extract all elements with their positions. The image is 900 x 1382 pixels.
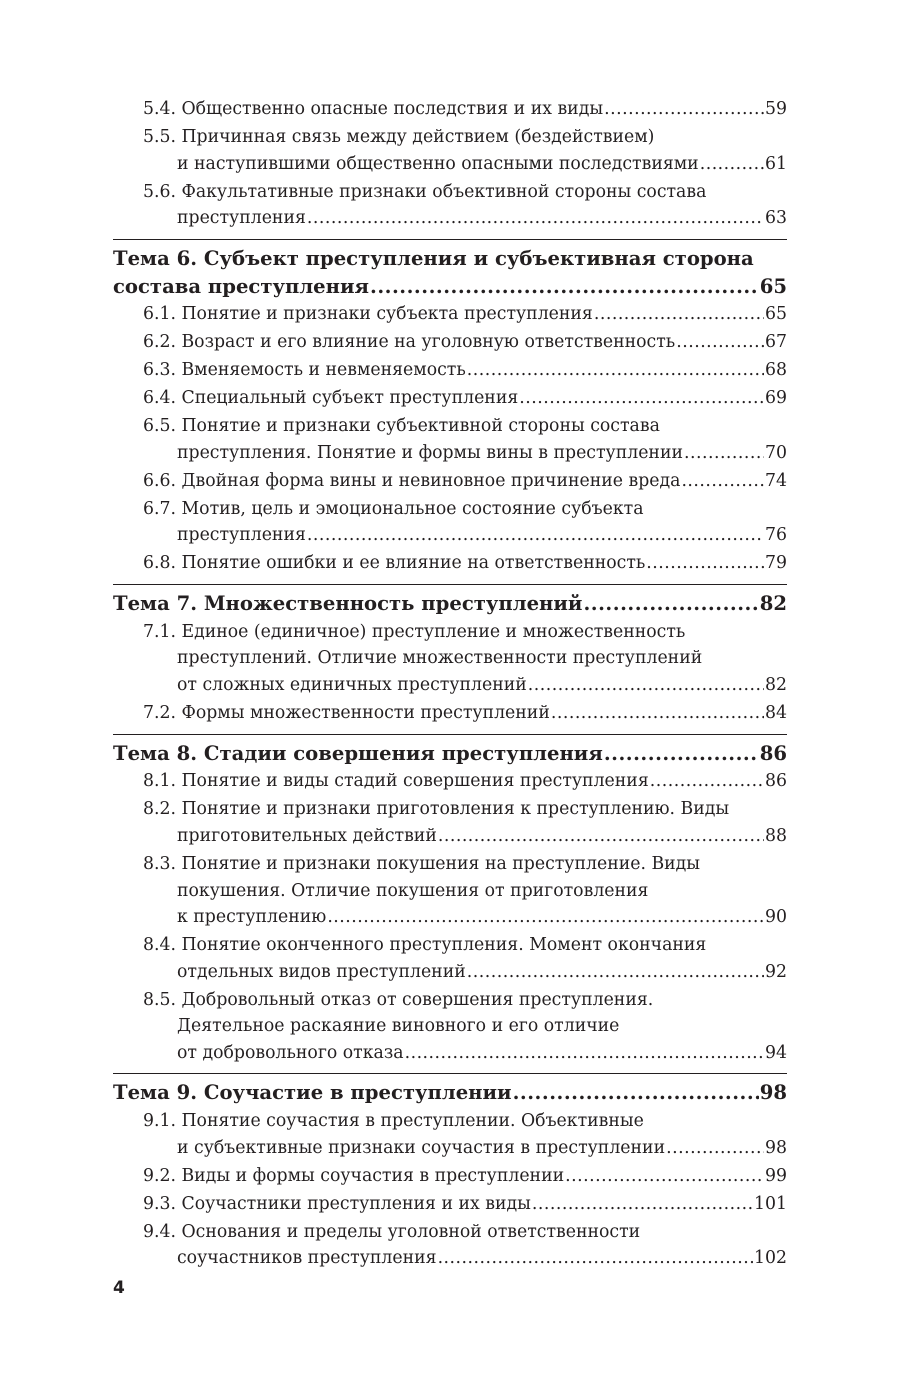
toc-entry-line [143,700,787,727]
toc-entry-title: к преступлению [177,907,327,928]
toc-entry-title: 7.1. Единое (единичное) преступление и множественность [143,621,686,642]
dot-leader [666,1135,764,1162]
toc-entry-title: 6.8. Понятие ошибки и ее влияние на ответственность [143,553,646,574]
toc-section-entry [113,700,787,727]
toc-entry-line [143,672,787,699]
toc-entry-title: 7.2. Формы множественности преступлений [143,702,550,723]
toc-entry-page: 82 [765,675,787,695]
toc-entry-page: 102 [754,1248,787,1269]
dot-leader [467,357,764,384]
toc-section-entry [113,301,787,328]
toc-entry-page: 68 [765,360,787,381]
dot-leader [519,385,764,412]
toc-entry-line [113,740,787,768]
toc-entry-line [113,1079,787,1107]
toc-entry-title: отдельных видов преступлений [177,961,466,982]
toc-entry-page: 92 [765,961,787,982]
toc-entry-title: 6.5. Понятие и признаки субъективной стороны состава [143,416,660,437]
dot-leader [551,700,764,727]
toc-section-entry [113,496,787,549]
toc-entry-page: 98 [765,1137,787,1158]
toc-entry-title: 8.3. Понятие и признаки покушения на преступление. Виды [143,853,701,874]
toc-entry-title: преступлений. Отличие множественности преступлений [177,648,703,669]
toc-section-entry [113,550,787,577]
dot-leader [307,205,764,232]
toc-entry-title: преступления. Понятие и формы вины в преступлении [177,442,683,463]
dot-leader [650,768,764,795]
toc-entry-title: соучастников преступления [177,1248,437,1269]
toc-entry-line [143,1219,787,1246]
toc-entry-title: и наступившими общественно опасными последствиями [177,153,699,174]
dot-leader [513,1079,759,1107]
toc-section-entry [113,619,787,699]
toc-entry-title: Деятельное раскаяние виновного и его отличие [177,1016,620,1037]
toc-entry-page: 79 [765,553,787,574]
dot-leader [583,590,758,618]
dot-leader [604,740,759,768]
toc-entry-title: преступления [177,525,306,546]
dot-leader [327,904,764,931]
toc-entry-page: 98 [759,1081,787,1105]
toc-entry-title: 8.2. Понятие и признаки приготовления к преступлению. Виды [143,799,730,820]
toc-entry-line [143,1108,787,1135]
toc-entry-line [113,245,787,273]
toc-entry-line [143,301,787,328]
toc-entry-page: 94 [765,1042,787,1063]
dot-leader [438,823,764,850]
dot-leader [604,96,764,123]
toc-entry-line [143,987,787,1014]
dot-leader [438,1245,753,1272]
toc-entry-title: приготовительных действий [177,825,437,846]
toc-entry-page: 88 [765,825,787,846]
toc-entry-line [143,151,787,178]
toc-entry-title: 9.1. Понятие соучастия в преступлении. Объективные [143,1111,644,1132]
toc-entry-title: 6.3. Вменяемость и невменяемость [143,360,466,381]
toc-entry-line [143,796,787,823]
toc-entry-line [143,496,787,523]
toc-entry-title: 5.5. Причинная связь между действием (бездействием) [143,126,655,147]
toc-entry-title: состава преступления [113,274,369,298]
toc-entry-line [143,329,787,356]
toc-entry-line [143,619,787,646]
toc-entry-line [143,124,787,151]
toc-entry-line [143,179,787,206]
toc-section-entry [113,932,787,985]
toc-entry-title: 5.4. Общественно опасные последствия и их виды [143,99,604,119]
toc-entry-line [143,904,787,931]
toc-entry-title: 5.6. Факультативные признаки объективной стороны состава [143,181,707,202]
toc-entry-line [143,823,787,850]
toc-entry-title: покушения. Отличие покушения от приготовления [177,880,649,901]
toc-entry-page: 86 [765,771,787,792]
dot-leader [700,151,764,178]
toc-entry-page: 74 [765,470,787,491]
toc-entry-title: 9.2. Виды и формы соучастия в преступлении [143,1165,565,1186]
toc-entry-title: и субъективные признаки соучастия в преступлении [177,1137,666,1158]
dot-leader [681,468,764,495]
toc-section-entry [113,851,787,931]
toc-entry-title: 6.1. Понятие и признаки субъекта преступления [143,304,593,325]
toc-section-entry [113,468,787,495]
toc-entry-line [143,1191,787,1218]
toc-chapter-entry [113,239,787,301]
dot-leader [528,672,764,699]
toc-entry-page: 76 [765,525,787,546]
dot-leader [307,522,764,549]
toc-entry-title: 8.1. Понятие и виды стадий совершения преступления [143,771,649,792]
toc-entry-page: 84 [765,702,787,723]
toc-entry-page: 59 [765,99,787,119]
toc-entry-line [143,550,787,577]
dot-leader [467,959,764,986]
table-of-contents [113,96,787,1273]
toc-section-entry [113,796,787,849]
toc-entry-line [143,959,787,986]
toc-entry-line [143,205,787,232]
toc-entry-title: 6.4. Специальный субъект преступления [143,388,519,409]
toc-entry-title: от добровольного отказа [177,1042,404,1063]
toc-entry-line [143,645,787,672]
toc-entry-line [143,1013,787,1040]
toc-entry-line [143,96,787,123]
toc-entry-line [143,357,787,384]
dot-leader [684,440,764,467]
toc-entry-line [143,768,787,795]
toc-entry-title: Тема 7. Множественность преступлений [113,592,583,616]
toc-chapter-entry [113,584,787,618]
toc-section-entry [113,329,787,356]
page-number: 4 [113,1278,125,1298]
toc-entry-page: 90 [765,907,787,928]
toc-entry-page: 65 [765,304,787,325]
toc-entry-line [113,590,787,618]
toc-entry-page: 67 [765,332,787,353]
toc-entry-title: 8.4. Понятие оконченного преступления. Момент окончания [143,935,707,956]
toc-section-entry [113,1191,787,1218]
dot-leader [532,1191,753,1218]
toc-section-entry [113,385,787,412]
toc-entry-line [143,1040,787,1067]
toc-entry-title: 6.6. Двойная форма вины и невиновное причинение вреда [143,470,681,491]
toc-entry-line [143,932,787,959]
toc-entry-title: 9.4. Основания и пределы уголовной ответственности [143,1221,641,1242]
toc-entry-line [143,413,787,440]
dot-leader [370,273,759,301]
toc-entry-line [143,522,787,549]
toc-entry-line [143,851,787,878]
toc-entry-title: 6.2. Возраст и его влияние на уголовную ответственность [143,332,676,353]
toc-entry-page: 82 [759,592,787,616]
toc-entry-title: 9.3. Соучастники преступления и их виды [143,1193,531,1214]
toc-chapter-entry [113,1073,787,1107]
toc-section-entry [113,124,787,177]
toc-entry-title: преступления [177,208,306,229]
toc-section-entry [113,179,787,232]
toc-section-entry [113,96,787,123]
toc-section-entry [113,1108,787,1161]
toc-entry-page: 86 [759,741,787,765]
toc-entry-page: 69 [765,388,787,409]
toc-entry-page: 63 [765,208,787,229]
dot-leader [646,550,764,577]
toc-section-entry [113,1163,787,1190]
toc-entry-page: 61 [765,153,787,174]
toc-section-entry [113,987,787,1067]
toc-entry-title: 8.5. Добровольный отказ от совершения преступления. [143,989,654,1010]
toc-entry-title: Тема 8. Стадии совершения преступления [113,741,603,765]
toc-entry-line [143,1135,787,1162]
toc-entry-page: 101 [754,1193,787,1214]
dot-leader [405,1040,764,1067]
toc-section-entry [113,1219,787,1272]
toc-section-entry [113,768,787,795]
toc-entry-line [113,273,787,301]
toc-entry-line [143,1163,787,1190]
toc-entry-line [143,878,787,905]
toc-entry-title: 6.7. Мотив, цель и эмоциональное состояние субъекта [143,498,644,519]
toc-entry-line [143,440,787,467]
toc-entry-title: от сложных единичных преступлений [177,675,527,695]
toc-entry-page: 70 [765,442,787,463]
toc-entry-line [143,385,787,412]
toc-entry-title: Тема 6. Субъект преступления и субъективная сторона [113,246,754,270]
toc-entry-title: Тема 9. Соучастие в преступлении [113,1081,512,1105]
toc-entry-page: 99 [765,1165,787,1186]
toc-section-entry [113,357,787,384]
toc-entry-line [143,468,787,495]
dot-leader [594,301,764,328]
toc-entry-line [143,1245,787,1272]
dot-leader [565,1163,764,1190]
toc-chapter-entry [113,734,787,768]
dot-leader [676,329,764,356]
toc-entry-page: 65 [759,274,787,298]
toc-section-entry [113,413,787,466]
